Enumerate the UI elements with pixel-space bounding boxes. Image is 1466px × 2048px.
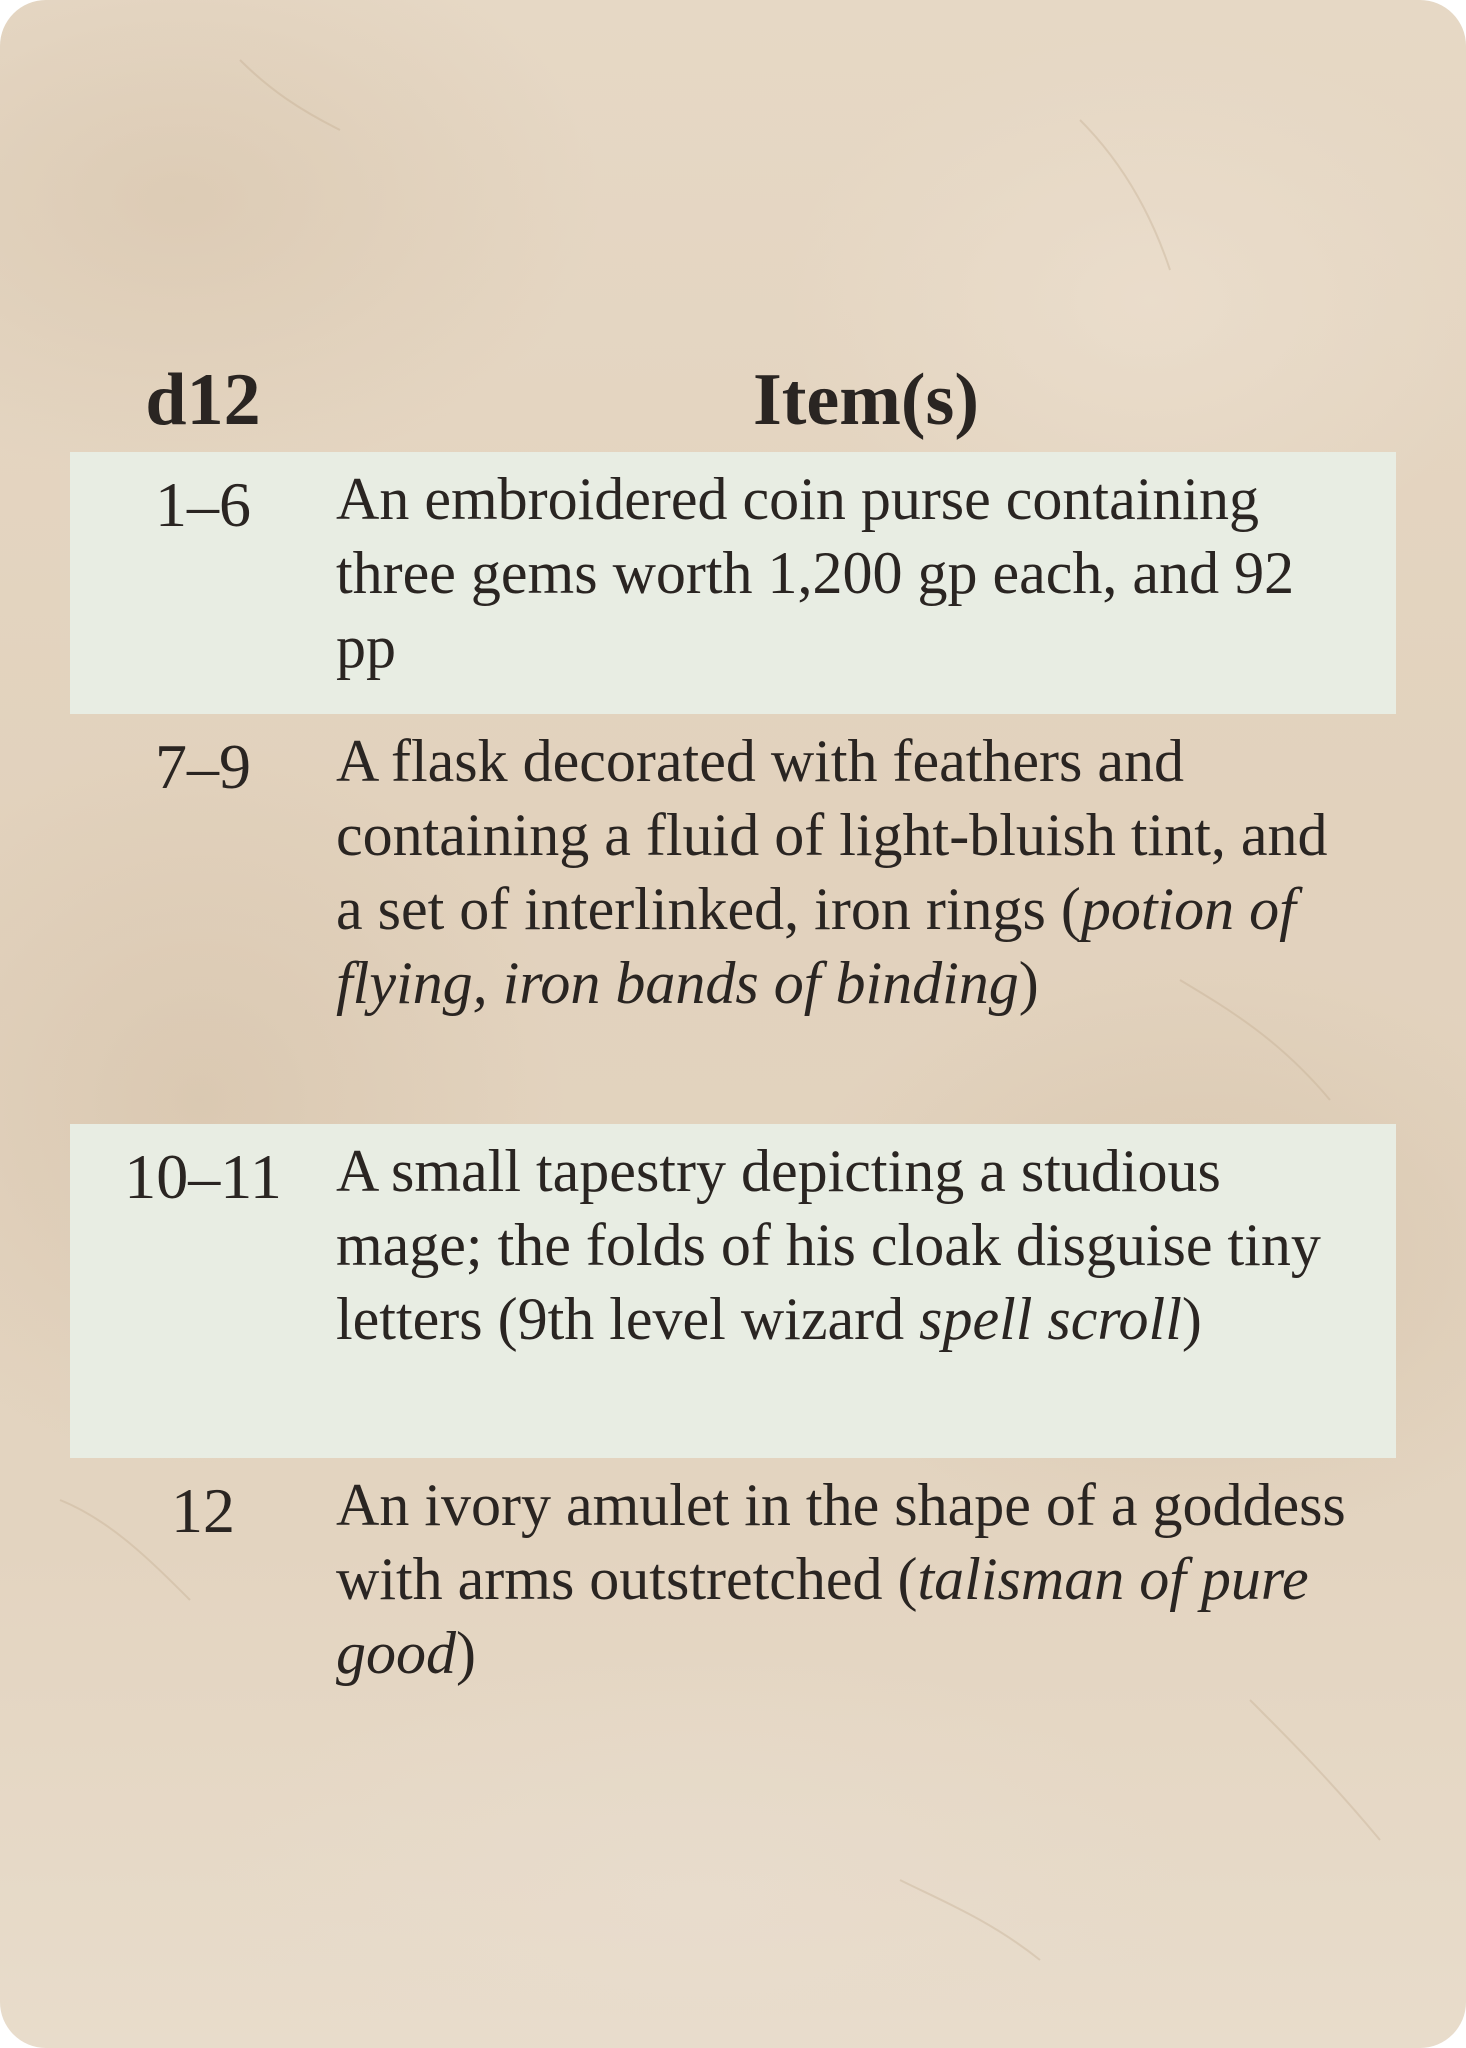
header-d12: d12: [145, 359, 261, 441]
item-description: [336, 1124, 1396, 1366]
table-header: [70, 360, 1396, 452]
item-table: [70, 360, 1396, 1718]
item-description: [336, 714, 1396, 1030]
roll-range: 1–6: [155, 469, 251, 540]
item-description: [336, 1458, 1396, 1700]
roll-range: 12: [171, 1475, 235, 1546]
table-row: [70, 714, 1396, 1124]
roll-range: 7–9: [155, 731, 251, 802]
table-row: [70, 452, 1396, 714]
roll-range: 10–11: [124, 1141, 282, 1212]
description-text: An ivory amulet in the shape of a goddess with arms outstretched (: [336, 1472, 1346, 1612]
magic-item-name: talisman of pure good: [336, 1546, 1309, 1686]
description-text: A flask decorated with feathers and containing a fluid of light-bluish tint, and a set of interlinked, iron rings (: [336, 728, 1328, 942]
description-text: An embroidered coin purse containing three gems worth 1,200 gp each, and 92 pp: [336, 466, 1295, 680]
table-row: [70, 1458, 1396, 1718]
description-text: ): [1018, 950, 1039, 1016]
magic-item-name: potion of flying, iron bands of binding: [336, 876, 1296, 1016]
description-text: ): [456, 1620, 476, 1686]
table-row: [70, 1124, 1396, 1458]
header-items: Item(s): [752, 359, 979, 441]
item-description: [336, 452, 1396, 694]
magic-item-name: spell scroll: [919, 1286, 1182, 1352]
description-text: A small tapestry depicting a studious mage; the folds of his cloak disguise tiny letters (9th level wizard: [336, 1138, 1321, 1352]
description-text: ): [1181, 1286, 1202, 1352]
